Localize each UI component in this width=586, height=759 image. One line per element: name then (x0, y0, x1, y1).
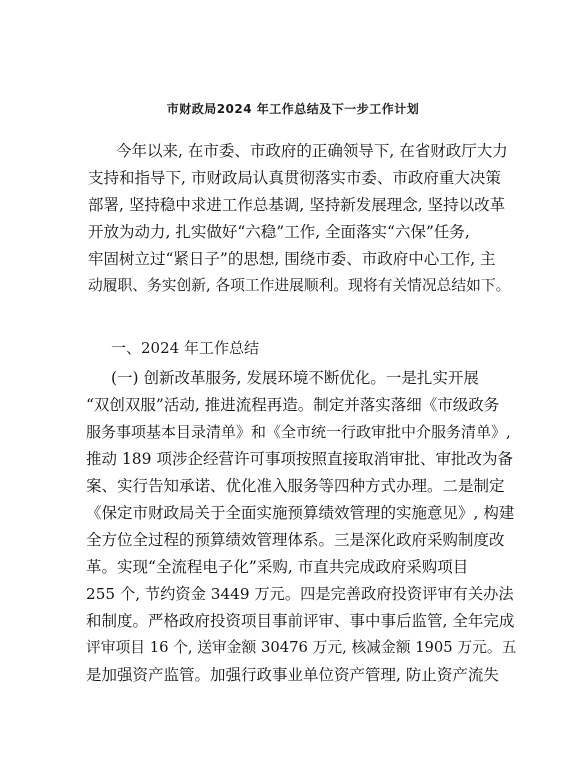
intro-line-4: 开放为动力, 扎实做好“六稳”工作, 全面落实“六保”任务, (88, 223, 470, 241)
section-line-9: 255 个, 节约资金 3449 万元。四是完善政府投资评审有关办法 (86, 585, 514, 603)
document-title: 市财政局2024 年工作总结及下一步工作计划 (166, 102, 420, 116)
intro-line-2: 支持和指导下, 市财政局认真贯彻落实市委、市政府重大决策 (88, 169, 501, 187)
section-line-11: 评审项目 16 个, 送审金额 30476 万元, 核减金额 1905 万元。五 (86, 639, 517, 656)
section-line-6: 《保定市财政局关于全面实施预算绩效管理的实施意见》, 构建 (86, 504, 515, 522)
intro-line-1: 今年以来, 在市委、市政府的正确领导下, 在省财政厅大力 (116, 142, 508, 160)
section-line-7: 全方位全过程的预算绩效管理体系。三是深化政府采购制度改 (86, 531, 505, 549)
section-line-3: 服务事项基本目录清单》和《全市统一行政审批中介服务清单》, (86, 423, 511, 441)
section-line-5: 案、实行告知承诺、优化准入服务等四种方式办理。二是制定 (86, 477, 505, 495)
intro-line-3: 部署, 坚持稳中求进工作总基调, 坚持新发展理念, 坚持以改革 (88, 196, 506, 214)
section-line-10: 和制度。严格政府投资项目事前评审、事中事后监管, 全年完成 (86, 612, 515, 630)
section-line-1: (一) 创新改革服务, 发展环境不断优化。一是扎实开展 (111, 369, 479, 387)
section-line-12: 是加强资产监管。加强行政事业单位资产管理, 防止资产流失 (86, 666, 499, 684)
section-line-2: “双创双服”活动, 推进流程再造。制定并落实落细《市级政务 (86, 396, 500, 414)
section-heading: 一、2024 年工作总结 (111, 339, 259, 357)
intro-line-5: 牢固树立过“紧日子”的思想, 围绕市委、市政府中心工作, 主 (88, 250, 496, 268)
section-line-8: 革。实现“全流程电子化”采购, 市直共完成政府采购项目 (86, 558, 469, 576)
intro-line-6: 动履职、务实创新, 各项工作进展顺利。现将有关情况总结如下。 (88, 277, 511, 294)
section-line-4: 推动 189 项涉企经营许可事项按照直接取消审批、审批改为备 (86, 450, 513, 468)
